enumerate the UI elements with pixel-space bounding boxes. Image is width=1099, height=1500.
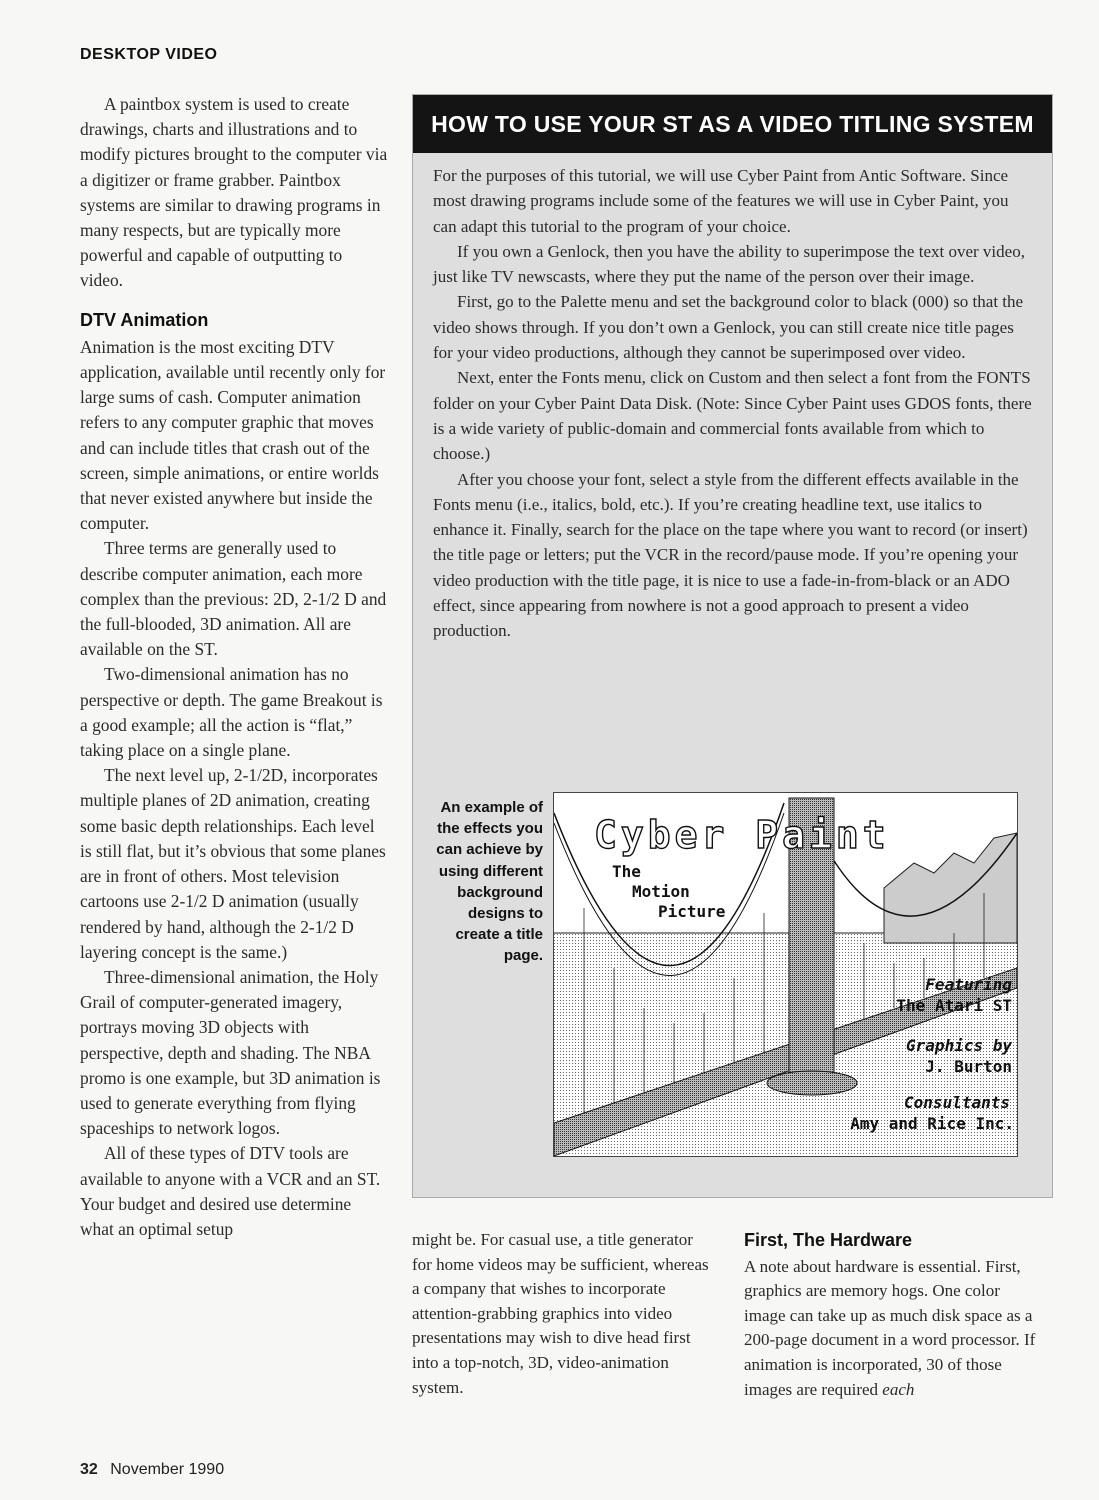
cyber-paint-title-image [553, 792, 1018, 1157]
page-footer [80, 1461, 224, 1479]
paragraph: Next, enter the Fonts menu, click on Custom and then select a font from the FONTS folder on your Cyber Paint Data Disk. (Note: Since Cyber Paint uses GDOS fonts, there is a wide variety of public-domain and commercial fonts available from which to choose.) [433, 368, 1032, 464]
paragraph-text: A note about hardware is essential. First, graphics are memory hogs. One color image can take up as much disk space as a 200-page document in a word processor. If animation is incorporated, 30 of those images are required [744, 1256, 1036, 1399]
paragraph: If you own a Genlock, then you have the ability to superimpose the text over video, just like TV newscasts, where they put the name of the person over their image. [433, 241, 1025, 287]
section-header: DESKTOP VIDEO [80, 46, 218, 63]
sidebar-title: HOW TO USE YOUR ST AS A VIDEO TITLING SYSTEM [413, 95, 1052, 153]
italic-word: each [882, 1379, 915, 1399]
figure-consultants: Consultants [904, 1093, 1010, 1112]
figure-line2: Motion [632, 882, 690, 901]
issue-date: November 1990 [110, 1461, 225, 1478]
figure-line1: The [612, 862, 641, 881]
mountains [884, 833, 1017, 943]
figure-graphics: Graphics by [906, 1036, 1012, 1055]
paragraph [744, 1255, 1044, 1403]
figure-caption: An example of the effects you can achieve by using different background designs to create a title page. [436, 799, 543, 965]
paragraph: After you choose your font, select a style from the different effects available in the Fonts menu (i.e., italics, bold, etc.). If you’re creating headline text, use italics to enhance it. Finally, search for the place on the tape where you want to record (or insert) the title page or letters; put the VCR in the record/pause mode. If you’re opening your video production with the title page, it is nice to use a fade-in-from-black or an ADO effect, since appearing from nowhere is not a good approach to present a video production. [433, 469, 1028, 641]
subheading-hardware: First, The Hardware [744, 1230, 913, 1250]
figure-featuring-name: The Atari ST [896, 996, 1012, 1015]
paragraph: Two-dimensional animation has no perspective or depth. The game Breakout is a good example; all the action is “flat,” taking place on a single plane. [80, 664, 383, 761]
figure-graphics-name: J. Burton [925, 1057, 1012, 1076]
subheading-dtv-animation: DTV Animation [80, 309, 209, 330]
paragraph: For the purposes of this tutorial, we will use Cyber Paint from Antic Software. Since most drawing programs include some of the features we will use in Cyber Paint, you can adapt this tutorial to the program of your choice. [433, 166, 1009, 236]
figure-consultants-name: Amy and Rice Inc. [850, 1114, 1014, 1133]
right-column [744, 1228, 1044, 1402]
paragraph: Three terms are generally used to describe computer animation, each more complex than the previous: 2D, 2-1/2 D and the full-blooded, 3D animation. All are available on the ST. [80, 538, 387, 660]
paragraph: might be. For casual use, a title generator for home videos may be sufficient, whereas a company that wishes to incorporate attention-grabbing graphics into video presentations may wish to dive head first into a top-notch, 3D, video-animation system. [412, 1230, 709, 1397]
sidebar-body [413, 153, 1052, 644]
figure-line3: Picture [658, 902, 726, 921]
paragraph: First, go to the Palette menu and set the background color to black (000) so that the video shows through. If you don’t own a Genlock, you can still create nice title pages for your video productions, although they cannot be superimposed over video. [433, 292, 1024, 363]
figure-logo: Cyber Paint [594, 813, 890, 857]
figure-featuring: Featuring [925, 975, 1012, 994]
paragraph: Three-dimensional animation, the Holy Grail of computer-generated imagery, portrays moving 3D objects with perspective, depth and shading. The NBA promo is one example, but 3D animation is used to generate everything from flying spaceships to network logos. [80, 966, 381, 1139]
paragraph: A paintbox system is used to create drawings, charts and illustrations and to modify pictures brought to the computer via a digitizer or frame grabber. Paintbox systems are similar to drawing programs in many respects, but are typically more powerful and capable of outputting to video. [80, 94, 388, 291]
paragraph: The next level up, 2-1/2D, incorporates multiple planes of 2D animation, creating some basic depth relationships. Each level is still flat, but it’s obvious that some planes are in front of others. Most television cartoons use 2-1/2 D animation (usually rendered by hand, although the 2-1/2 D layering concept is the same.) [80, 765, 386, 962]
paragraph: All of these types of DTV tools are available to anyone with a VCR and an ST. Your budget and desired use determine what an optimal setup [80, 1143, 381, 1239]
paragraph: Animation is the most exciting DTV application, available until recently only for large sums of cash. Computer animation refers to any computer graphic that moves and can include titles that crash out of the screen, simple animations, or entire worlds that never existed anywhere but inside the computer. [80, 336, 386, 534]
left-column [80, 92, 388, 1242]
middle-column [412, 1228, 712, 1400]
page-number: 32 [80, 1461, 98, 1478]
